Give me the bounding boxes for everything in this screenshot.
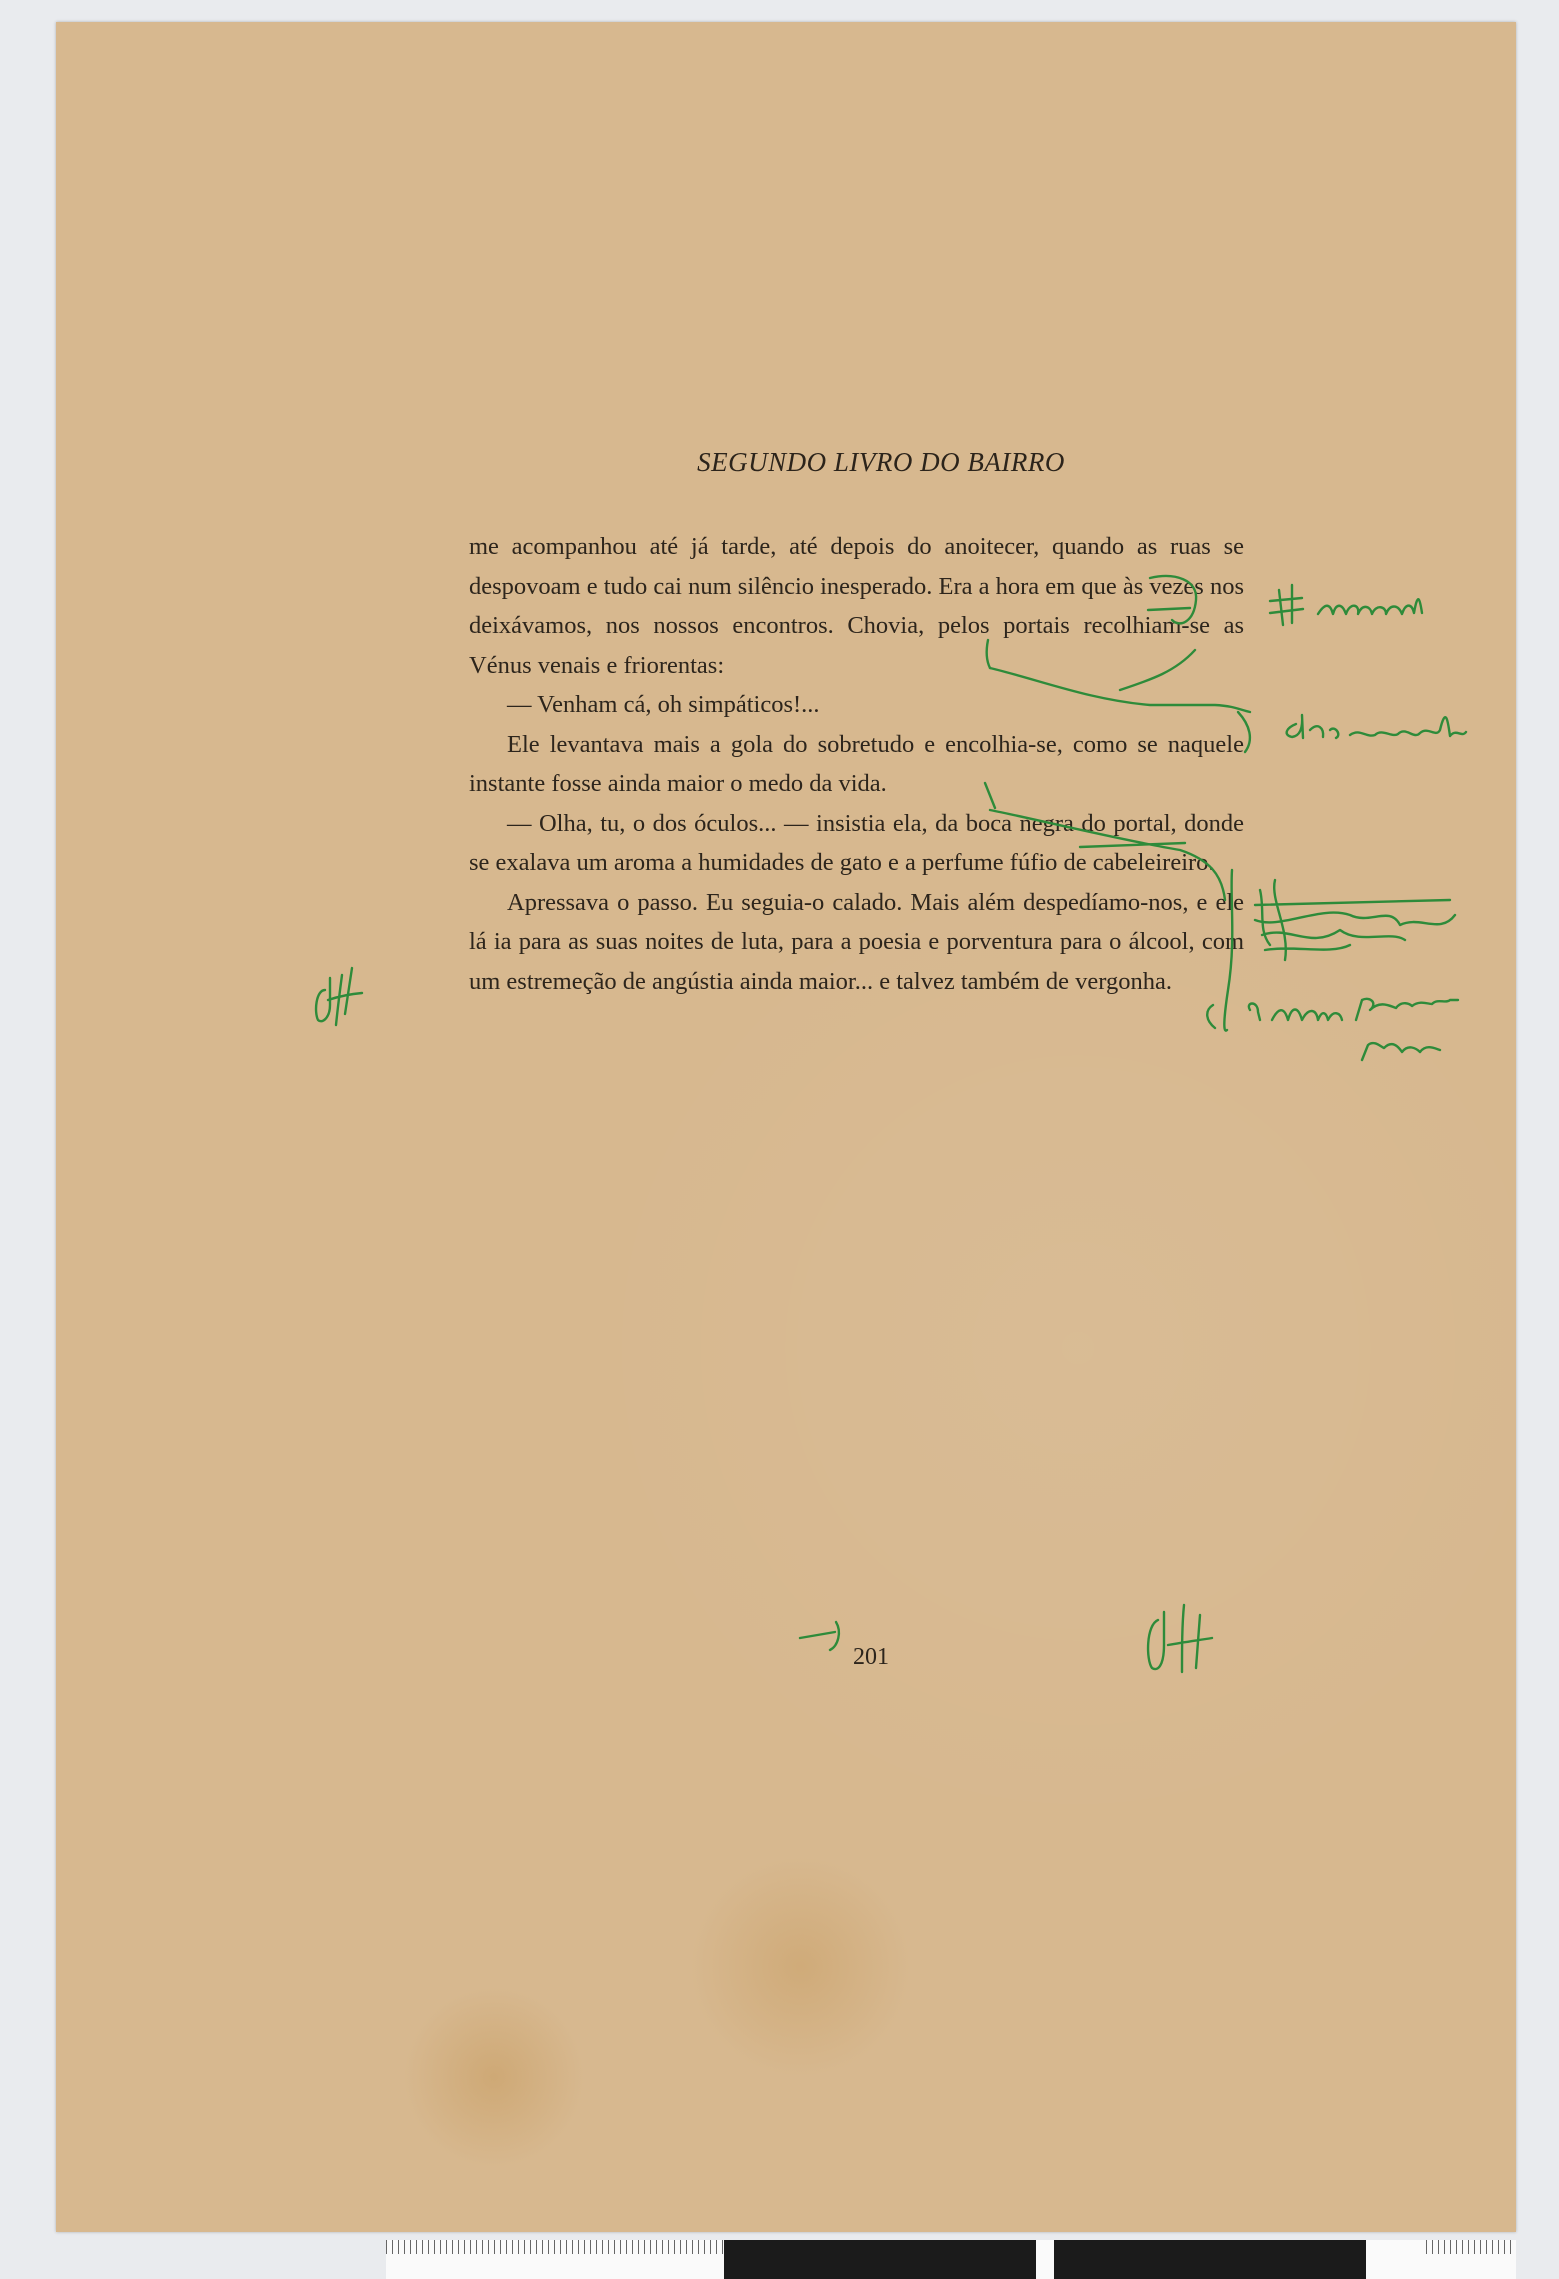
body-text: [469, 527, 1244, 1001]
paragraph-4: — Olha, tu, o dos óculos... — insistia ela, da boca negra do portal, donde se exalava um aroma a humidades de gato e a perfume fúfio de cabeleireiro.: [469, 809, 1244, 876]
paragraph-1: me acompanhou até já tarde, até depois do anoitecer, quando as ruas se despovoam e tudo cai num silêncio inesperado. Era a hora em que às vezes nos deixávamos, nos nossos encontros. Chovia, pelos portais recolhiam-se as Vénus venais e friorentas:: [469, 533, 1244, 679]
ruler-block-1: [724, 2240, 1036, 2279]
ruler-block-2: [1054, 2240, 1366, 2279]
manuscript-page: [56, 22, 1516, 2232]
paragraph-2: — Venham cá, oh simpáticos!...: [507, 691, 820, 718]
running-header: SEGUNDO LIVRO DO BAIRRO: [697, 447, 1065, 477]
page-number: 201: [853, 1644, 889, 1670]
ruler-ticks: [386, 2240, 726, 2254]
ruler-ticks-right: [1426, 2240, 1516, 2254]
paragraph-5: Apressava o passo. Eu seguia-o calado. Mais além despedíamo-nos, e ele lá ia para as suas noites de luta, para a poesia e porventura para o álcool, com um estremeção de angústia ainda maior... e talvez também de vergonha.: [469, 888, 1244, 995]
paragraph-3: Ele levantava mais a gola do sobretudo e encolhia-se, como se naquele instante fosse ainda maior o medo da vida.: [469, 730, 1244, 797]
scale-ruler: [386, 2240, 1516, 2279]
